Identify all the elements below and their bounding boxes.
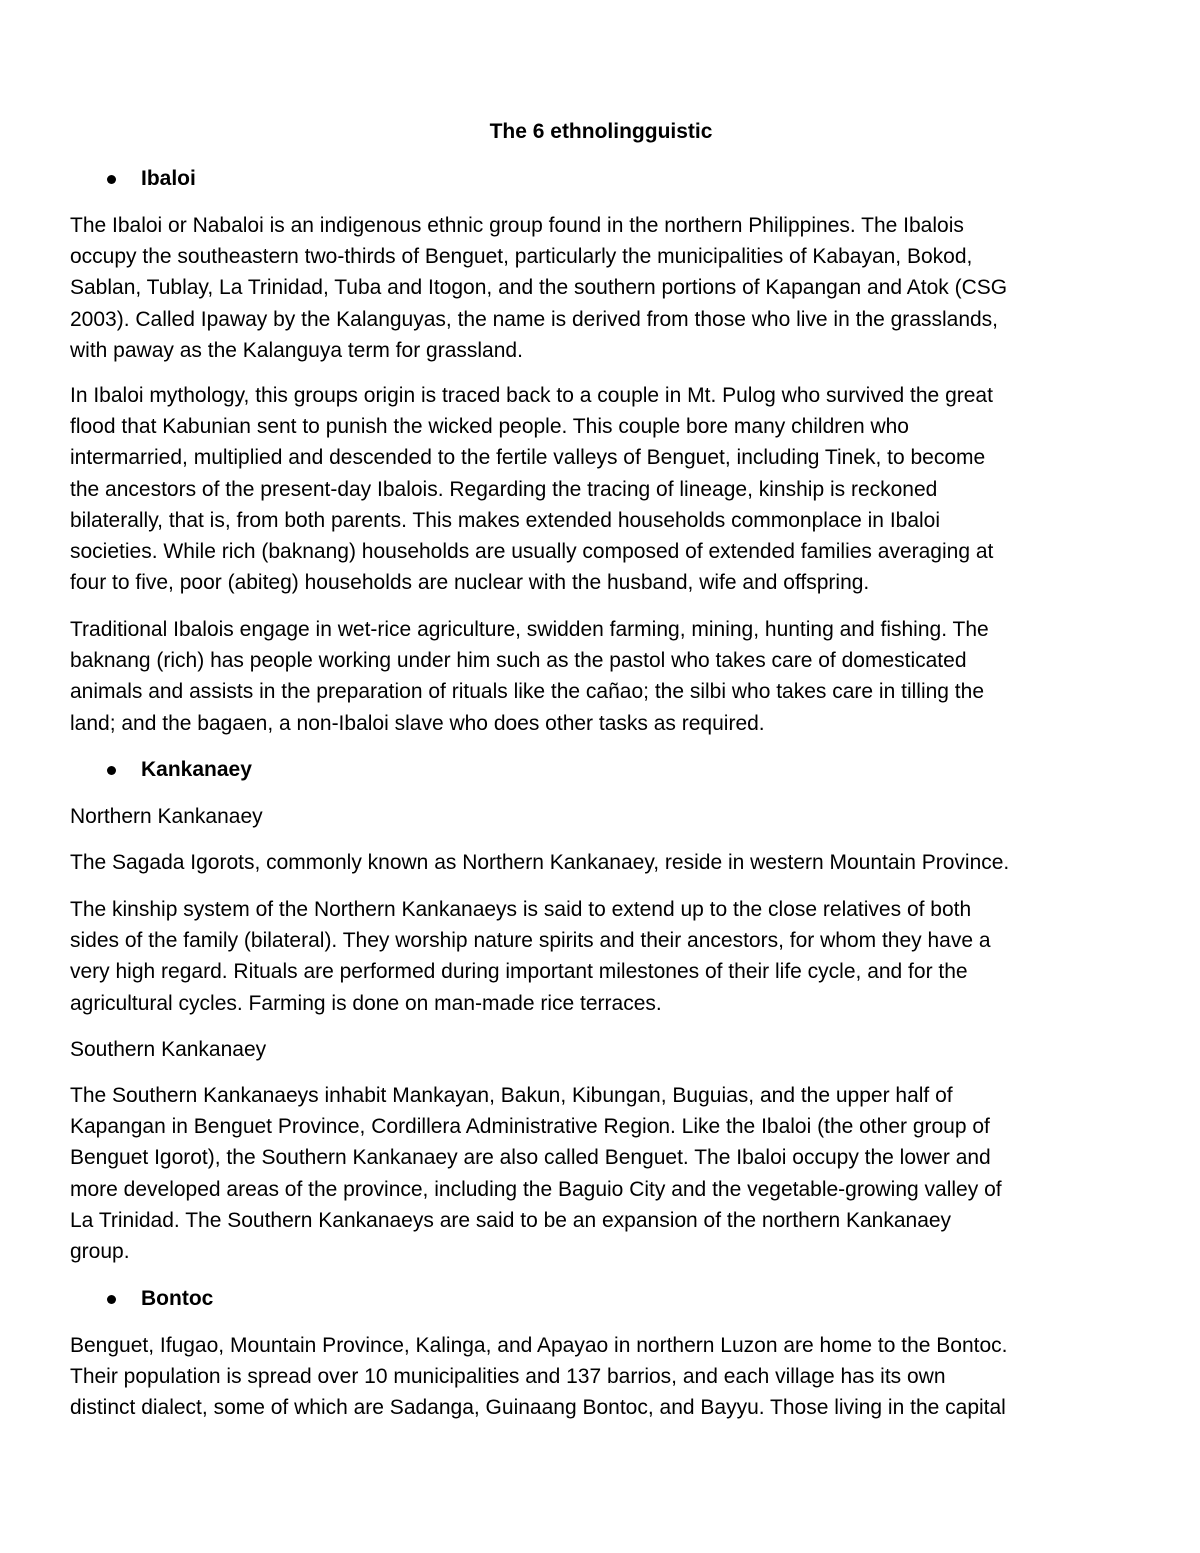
text-line: bilaterally, that is, from both parents. This makes extended households commonplace in Ibaloi <box>70 508 941 532</box>
paragraph-ibaloi-intro <box>70 210 1132 366</box>
text-line: sides of the family (bilateral). They worship nature spirits and their ancestors, for whom they have a <box>70 929 991 953</box>
text-line: Sablan, Tublay, La Trinidad, Tuba and Itogon, and the southern portions of Kapangan and Atok (CSG <box>70 276 1008 300</box>
bullet-icon <box>107 175 116 184</box>
text-line: the ancestors of the present-day Ibalois. Regarding the tracing of lineage, kinship is reckoned <box>70 477 938 501</box>
subheading-northern-kankanaey <box>70 801 1132 832</box>
section-heading-label: Bontoc <box>141 1287 214 1310</box>
text-line: group. <box>70 1240 130 1264</box>
text-line: 2003). Called Ipaway by the Kalanguyas, the name is derived from those who live in the grasslands, <box>70 307 999 331</box>
text-line: Benguet, Ifugao, Mountain Province, Kalinga, and Apayao in northern Luzon are home to the Bontoc. <box>70 1334 1008 1357</box>
paragraph-bontoc <box>70 1330 1132 1424</box>
text-line: The Ibaloi or Nabaloi is an indigenous ethnic group found in the northern Philippines. The Ibalois <box>70 214 964 237</box>
section-heading-label: Ibaloi <box>141 167 196 190</box>
text-line: The Southern Kankanaeys inhabit Mankayan, Bakun, Kibungan, Buguias, and the upper half of <box>70 1084 953 1107</box>
text-line: In Ibaloi mythology, this groups origin is traced back to a couple in Mt. Pulog who survived the great <box>70 384 993 407</box>
text-line: Benguet Igorot), the Southern Kankanaey are also called Benguet. The Ibaloi occupy the lower and <box>70 1146 991 1170</box>
paragraph-sagada-igorots <box>70 847 1132 878</box>
text-line: land; and the bagaen, a non-Ibaloi slave who does other tasks as required. <box>70 711 765 735</box>
text-line: Kapangan in Benguet Province, Cordillera Administrative Region. Like the Ibaloi (the other group of <box>70 1115 990 1139</box>
text-line: distinct dialect, some of which are Sadanga, Guinaang Bontoc, and Bayyu. Those living in the capital <box>70 1396 1006 1420</box>
text-line: Northern Kankanaey <box>70 805 263 828</box>
text-line: intermarried, multiplied and descended to the fertile valleys of Benguet, including Tinek, to become <box>70 446 986 470</box>
text-line: with paway as the Kalanguya term for grassland. <box>70 338 523 362</box>
text-line: La Trinidad. The Southern Kankanaeys are said to be an expansion of the northern Kankanaey <box>70 1208 952 1232</box>
text-line: Traditional Ibalois engage in wet-rice agriculture, swidden farming, mining, hunting and fishing. The <box>70 618 989 641</box>
paragraph-ibaloi-mythology <box>70 380 1132 598</box>
text-line: flood that Kabunian sent to punish the wicked people. This couple bore many children who <box>70 415 909 439</box>
text-line: The kinship system of the Northern Kankanaeys is said to extend up to the close relatives of both <box>70 898 972 921</box>
text-line: animals and assists in the preparation of rituals like the cañao; the silbi who takes care in tilling the <box>70 680 984 704</box>
text-line: very high regard. Rituals are performed during important milestones of their life cycle, and for the <box>70 960 968 984</box>
text-line: Southern Kankanaey <box>70 1038 267 1061</box>
text-line: four to five, poor (abiteg) households are nuclear with the husband, wife and offspring. <box>70 571 870 595</box>
section-heading-label: Kankanaey <box>141 758 252 781</box>
text-line: agricultural cycles. Farming is done on man-made rice terraces. <box>70 991 662 1015</box>
paragraph-ibaloi-traditional <box>70 614 1132 739</box>
subheading-southern-kankanaey <box>70 1034 1132 1065</box>
text-line: societies. While rich (baknang) households are usually composed of extended families averaging at <box>70 540 994 564</box>
document-title: The 6 ethnolingguistic <box>489 120 713 143</box>
bullet-icon <box>107 766 116 775</box>
text-line: Their population is spread over 10 municipalities and 137 barrios, and each village has its own <box>70 1365 946 1389</box>
text-line: occupy the southeastern two-thirds of Benguet, particularly the municipalities of Kabayan, Bokod, <box>70 245 973 269</box>
text-line: more developed areas of the province, including the Baguio City and the vegetable-growing valley of <box>70 1177 1002 1201</box>
paragraph-northern-kinship <box>70 894 1132 1019</box>
text-line: The Sagada Igorots, commonly known as Northern Kankanaey, reside in western Mountain Province. <box>70 851 1010 874</box>
paragraph-southern-kankanaey <box>70 1080 1132 1267</box>
bullet-icon <box>107 1295 116 1304</box>
text-line: baknang (rich) has people working under him such as the pastol who takes care of domesticated <box>70 649 967 673</box>
